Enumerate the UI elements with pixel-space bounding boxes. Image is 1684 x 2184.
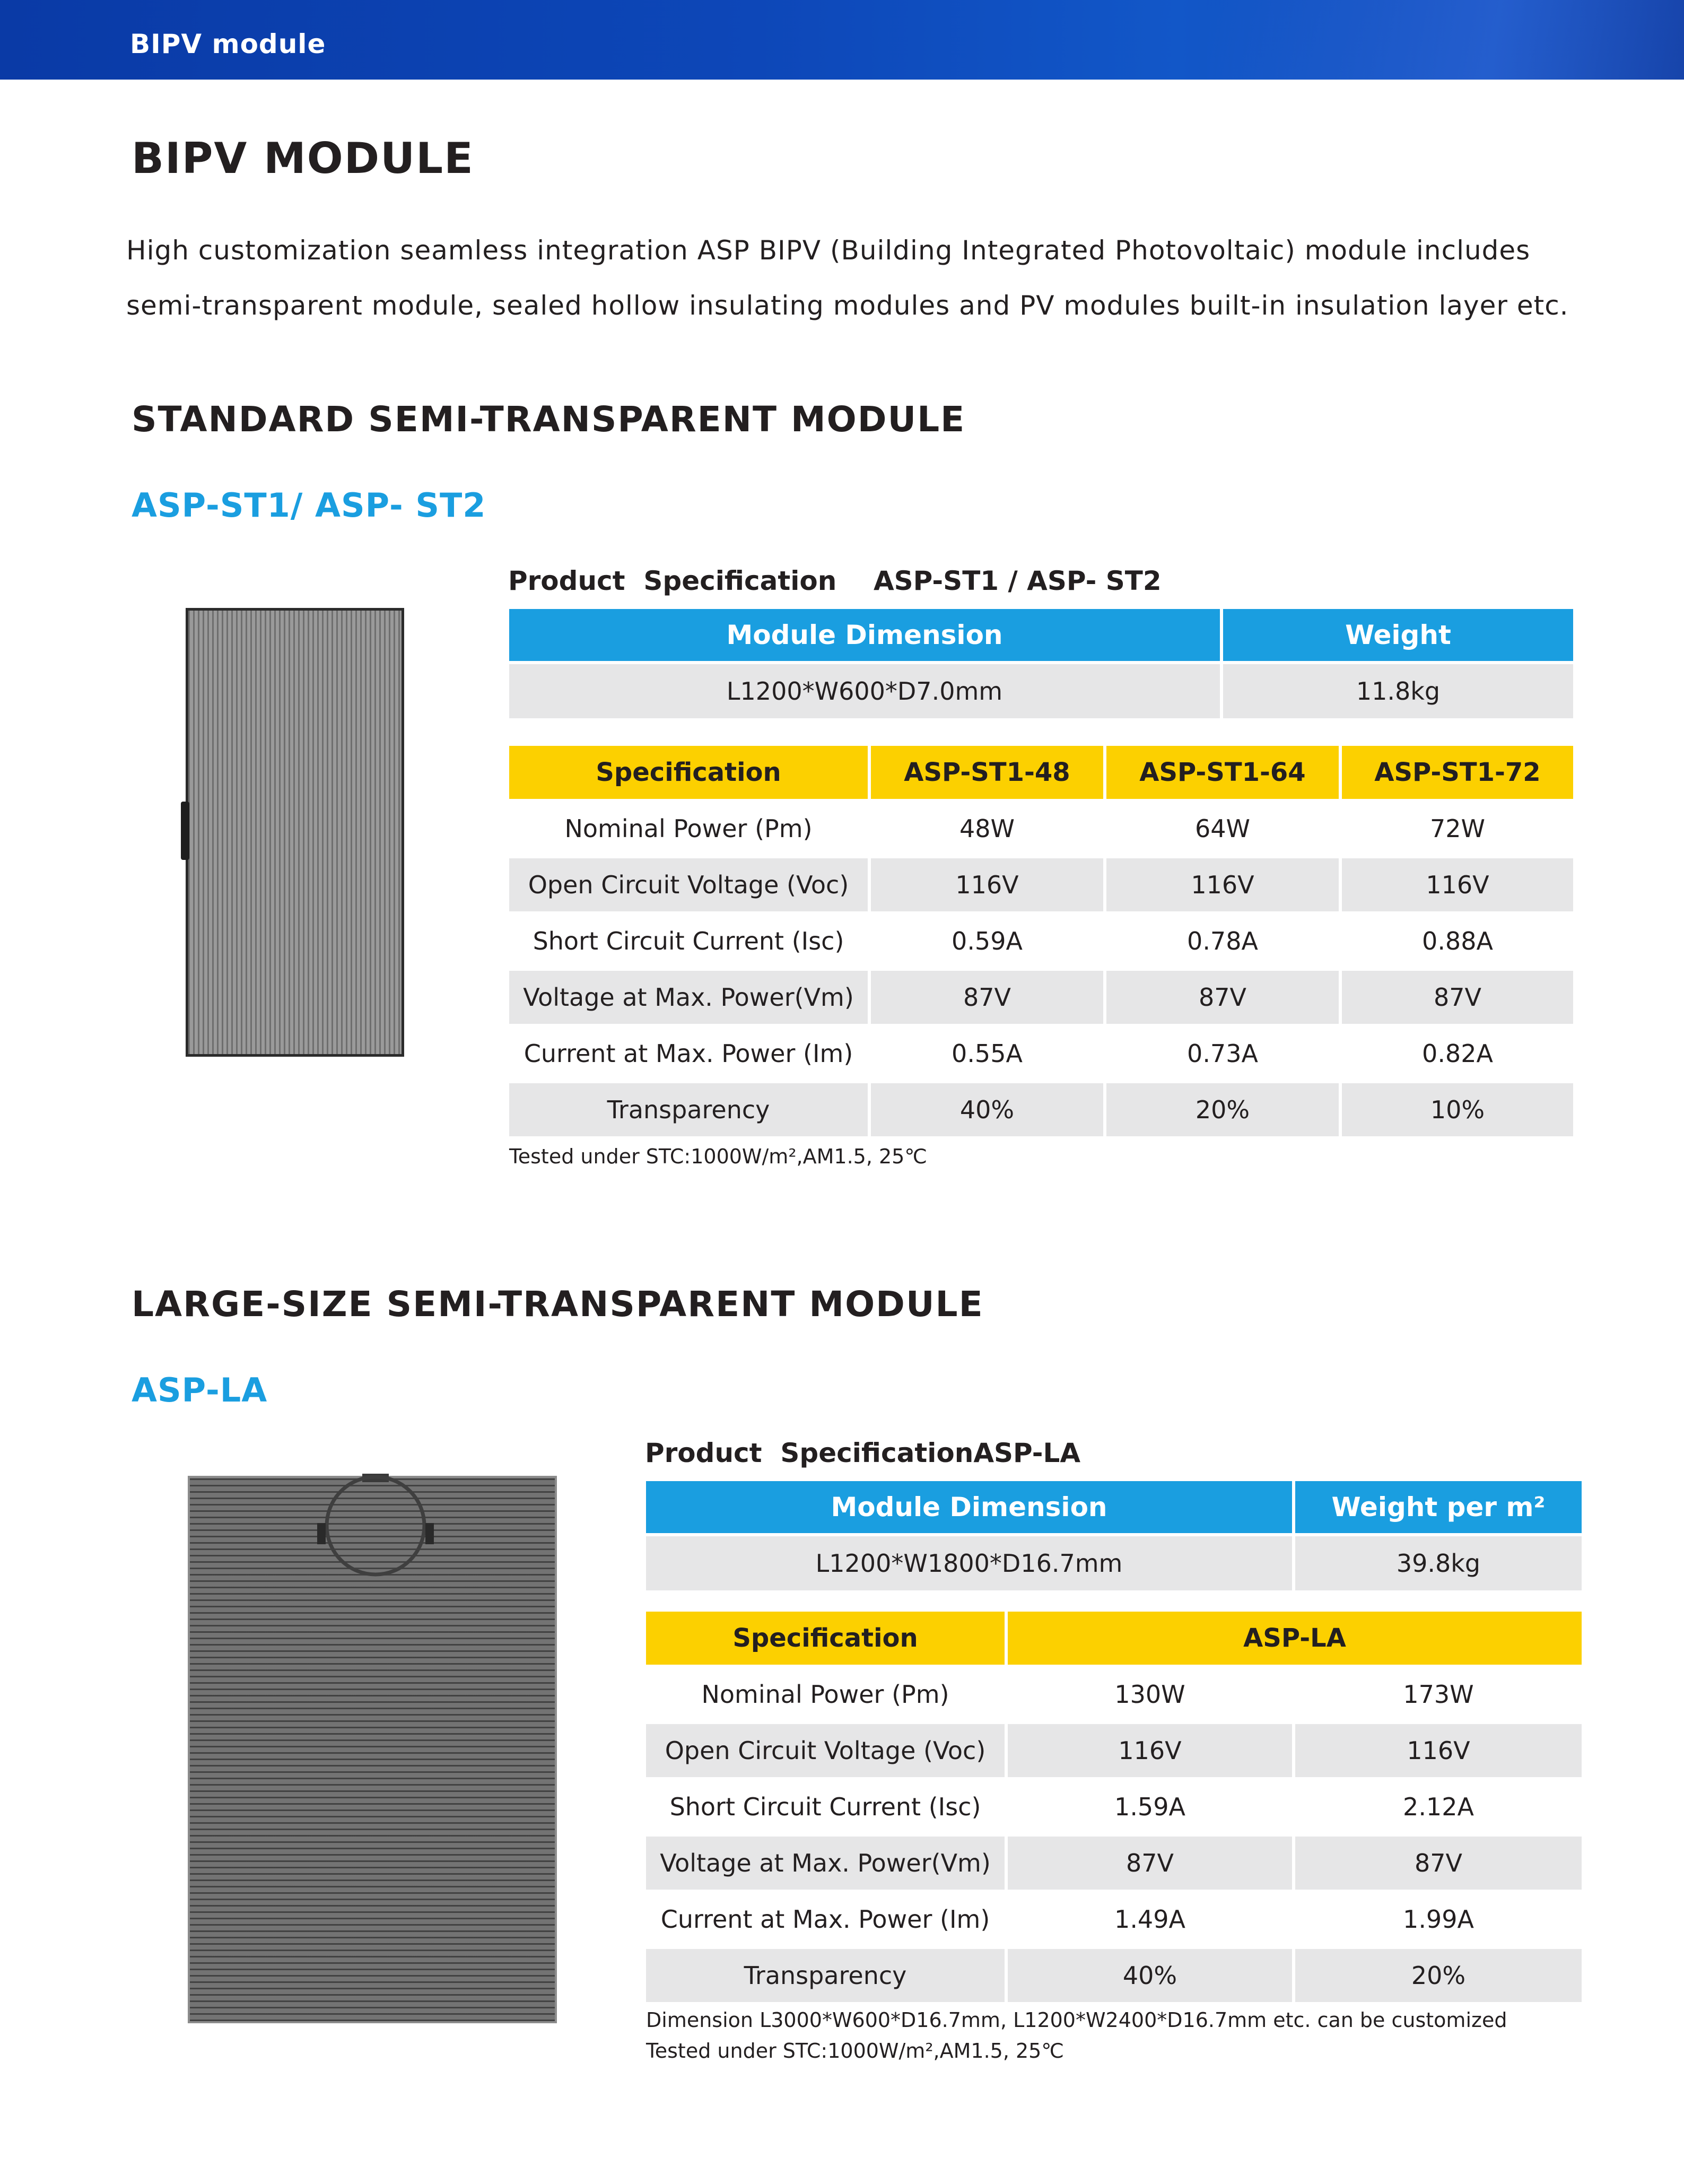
standard-column-header: ASP-ST1-64	[1106, 746, 1339, 799]
large-row-value: 173W	[1295, 1668, 1582, 1721]
standard-row-value: 0.55A	[871, 1027, 1103, 1080]
standard-section-title: STANDARD SEMI-TRANSPARENT MODULE	[132, 399, 966, 440]
large-model-title: ASP-LA	[132, 1371, 268, 1409]
standard-row-value: 48W	[871, 802, 1103, 855]
standard-row-value: 10%	[1342, 1083, 1573, 1136]
standard-model-title: ASP-ST1/ ASP- ST2	[132, 486, 486, 525]
large-row-label: Current at Max. Power (Im)	[646, 1893, 1005, 1946]
standard-row-value: 20%	[1106, 1083, 1339, 1136]
standard-row-value: 0.78A	[1106, 915, 1339, 968]
standard-spec-title: Product Specification ASP-ST1 / ASP- ST2	[508, 565, 1162, 596]
intro-line-1: High customization seamless integration ASP BIPV (Building Integrated Photovoltaic) module includes	[126, 235, 1531, 266]
large-row-value: 87V	[1295, 1837, 1582, 1890]
standard-dim-value: L1200*W600*D7.0mm	[509, 664, 1220, 718]
standard-column-header: ASP-ST1-48	[871, 746, 1103, 799]
large-module-image	[188, 1476, 557, 2023]
standard-row-value: 0.88A	[1342, 915, 1573, 968]
standard-row-value: 0.82A	[1342, 1027, 1573, 1080]
large-spec-header: Specification	[646, 1612, 1005, 1665]
large-weight-value: 39.8kg	[1295, 1536, 1582, 1590]
standard-row-value: 0.73A	[1106, 1027, 1339, 1080]
standard-dim-header: Module Dimension	[509, 609, 1220, 661]
standard-row-value: 116V	[871, 858, 1103, 911]
large-row-value: 87V	[1008, 1837, 1292, 1890]
large-row-label: Open Circuit Voltage (Voc)	[646, 1724, 1005, 1777]
standard-row-label: Voltage at Max. Power(Vm)	[509, 971, 868, 1024]
large-row-value: 40%	[1008, 1949, 1292, 2002]
page-title: BIPV MODULE	[132, 134, 474, 183]
large-column-header: ASP-LA	[1008, 1612, 1582, 1665]
large-spec-title: Product SpecificationASP-LA	[645, 1438, 1081, 1468]
large-note-stc: Tested under STC:1000W/m²,AM1.5, 25℃	[646, 2039, 1065, 2063]
large-row-label: Voltage at Max. Power(Vm)	[646, 1837, 1005, 1890]
large-section-title: LARGE-SIZE SEMI-TRANSPARENT MODULE	[132, 1284, 984, 1325]
large-row-value: 20%	[1295, 1949, 1582, 2002]
large-row-value: 1.49A	[1008, 1893, 1292, 1946]
standard-row-label: Short Circuit Current (Isc)	[509, 915, 868, 968]
standard-row-value: 87V	[871, 971, 1103, 1024]
standard-row-label: Current at Max. Power (Im)	[509, 1027, 868, 1080]
standard-spec-header: Specification	[509, 746, 868, 799]
large-dim-value: L1200*W1800*D16.7mm	[646, 1536, 1292, 1590]
large-weight-header: Weight per m²	[1295, 1481, 1582, 1533]
large-row-value: 1.99A	[1295, 1893, 1582, 1946]
standard-row-value: 0.59A	[871, 915, 1103, 968]
standard-row-value: 116V	[1342, 858, 1573, 911]
semi-transparent-module-image	[186, 608, 404, 1057]
large-row-label: Short Circuit Current (Isc)	[646, 1780, 1005, 1833]
standard-column-header: ASP-ST1-72	[1342, 746, 1573, 799]
standard-weight-header: Weight	[1223, 609, 1573, 661]
standard-row-label: Nominal Power (Pm)	[509, 802, 868, 855]
standard-weight-value: 11.8kg	[1223, 664, 1573, 718]
standard-row-value: 116V	[1106, 858, 1339, 911]
large-row-value: 116V	[1008, 1724, 1292, 1777]
large-row-value: 2.12A	[1295, 1780, 1582, 1833]
large-row-label: Transparency	[646, 1949, 1005, 2002]
large-note-dimension: Dimension L3000*W600*D16.7mm, L1200*W2400*D16.7mm etc. can be customized	[646, 2008, 1507, 2032]
junction-cable-icon	[307, 1473, 444, 1579]
large-row-value: 130W	[1008, 1668, 1292, 1721]
standard-row-value: 40%	[871, 1083, 1103, 1136]
standard-row-label: Transparency	[509, 1083, 868, 1136]
intro-line-2: semi-transparent module, sealed hollow insulating modules and PV modules built-in insulation layer etc.	[126, 290, 1569, 321]
standard-row-value: 87V	[1106, 971, 1339, 1024]
large-row-value: 1.59A	[1008, 1780, 1292, 1833]
standard-row-value: 72W	[1342, 802, 1573, 855]
standard-note: Tested under STC:1000W/m²,AM1.5, 25℃	[509, 1145, 928, 1168]
large-dim-header: Module Dimension	[646, 1481, 1292, 1533]
large-row-value: 116V	[1295, 1724, 1582, 1777]
standard-row-label: Open Circuit Voltage (Voc)	[509, 858, 868, 911]
standard-row-value: 64W	[1106, 802, 1339, 855]
header-label: BIPV module	[130, 29, 326, 59]
standard-row-value: 87V	[1342, 971, 1573, 1024]
large-row-label: Nominal Power (Pm)	[646, 1668, 1005, 1721]
junction-box-icon	[181, 802, 189, 860]
